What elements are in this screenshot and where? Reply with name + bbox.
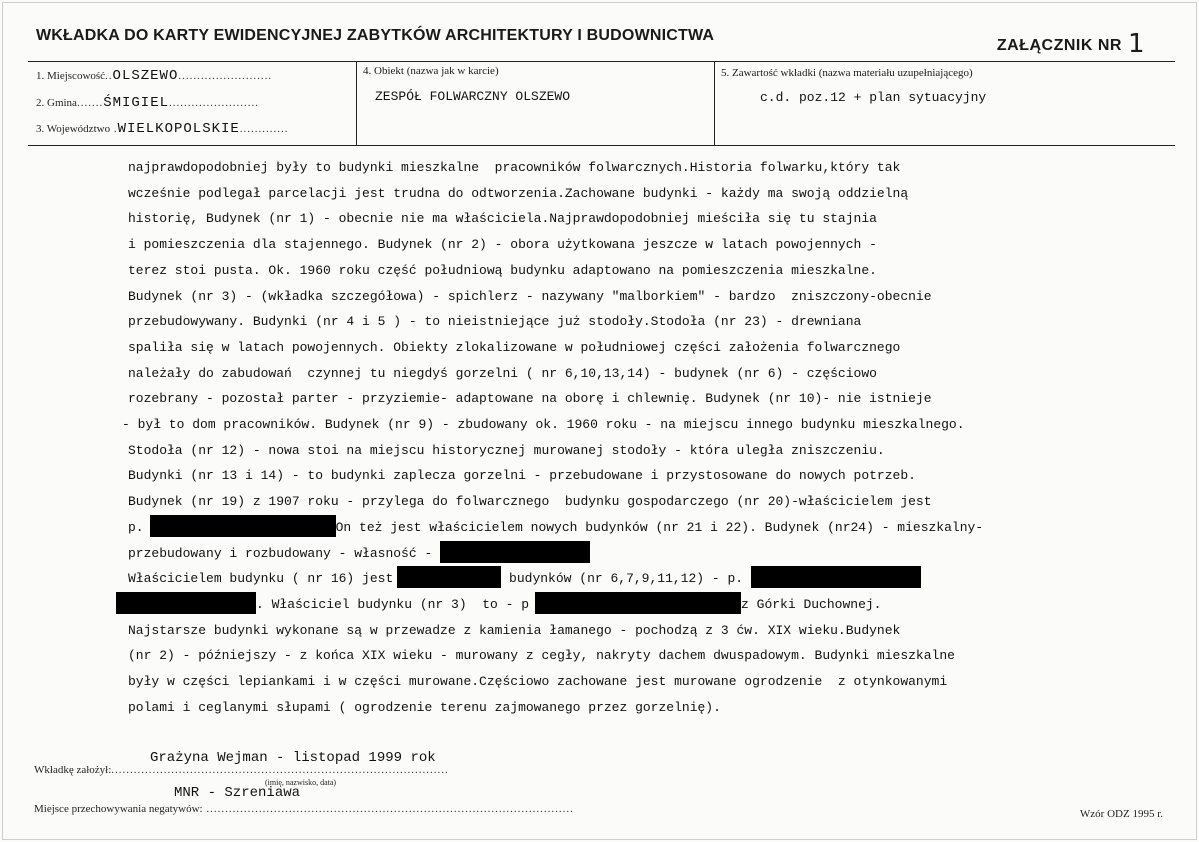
field-zawartosc-value: c.d. poz.12 + plan sytuacyjny [760, 90, 987, 105]
text-line: Stodoła (nr 12) - nowa stoi na miejscu historycznej murowanej stodoły - która uległa zniszczeniu. [128, 442, 885, 458]
author-field: Wkładkę założył:.......................................................................................... [34, 764, 449, 776]
text-line: należały do zabudowań czynnej tu niegdyś gorzelni ( nr 6,10,13,14) - budynek (nr 6) - częściowo [128, 365, 877, 381]
redaction-bar [150, 515, 336, 537]
field-gmina: 2. Gmina.......ŚMIGIEL........................ [36, 95, 260, 111]
field-gmina-value: ŚMIGIEL [103, 95, 170, 111]
author-caption: (imię, nazwisko, data) [265, 778, 337, 787]
text-fragment: p. [128, 519, 144, 535]
author-value: Grażyna Wejman - listopad 1999 rok [150, 750, 436, 766]
header-top-rule [28, 61, 1175, 62]
form-id: Wzór ODZ 1995 r. [1079, 808, 1163, 820]
text-line: - był to dom pracowników. Budynek (nr 9) - zbudowany ok. 1960 roku - na miejscu innego budynku mieszkalnego. [122, 417, 965, 433]
text-line-redacted [128, 515, 983, 541]
storage-value: MNR - Szreniawa [174, 785, 301, 801]
field-wojewodztwo-value: WIELKOPOLSKIE [117, 121, 240, 137]
redaction-bar [751, 566, 921, 588]
text-fragment: . Właściciel budynku (nr 3) to - p [256, 596, 530, 612]
header-divider-1 [356, 61, 357, 145]
text-line: najprawdopodobniej były to budynki mieszkalne pracowników folwarcznych.Historia folwarku,który tak [128, 160, 901, 175]
redaction-bar [440, 541, 590, 563]
text-line: rozebrany - pozostał parter - przyziemie- adaptowane na oborę i chlewnię. Budynek (nr 10)- nie istnieje [128, 391, 932, 407]
text-fragment: budynków (nr 6,7,9,11,12) - p. [501, 571, 744, 587]
text-fragment: Właścicielem budynku ( nr 16) jest [128, 571, 394, 587]
annex-label [997, 27, 1145, 57]
text-line-redacted [128, 566, 983, 592]
field-obiekt-label: 4. Obiekt (nazwa jak w karcie) [363, 65, 499, 77]
text-line: polami i ceglanymi słupami ( ogrodzenie terenu zajmowanego przez gorzelnię). [128, 699, 721, 715]
author-label: Wkładkę założył: [34, 764, 112, 776]
field-miejscowosc-label: 1. Miejscowość [36, 70, 106, 82]
text-line: wcześnie podlegał parcelacji jest trudna do odtworzenia.Zachowane budynki - każdy ma swoją oddzielną [128, 185, 909, 201]
text-fragment: przebudowany i rozbudowany - własność - [128, 545, 441, 561]
text-fragment: On też jest właścicielem nowych budynków (nr 21 i 22). Budynek (nr24) - mieszkalny- [335, 519, 984, 535]
redaction-bar [116, 592, 256, 614]
text-line: Budynki (nr 13 i 14) - to budynki zaplecza gorzelni - przebudowane i przystosowane do nowych potrzeb. [128, 468, 916, 484]
text-line-redacted [116, 592, 983, 618]
text-line: przebudowywany. Budynki (nr 4 i 5 ) - to nieistniejące już stodoły.Stodoła (nr 23) - drewniana [128, 314, 862, 330]
text-line: Najstarsze budynki wykonane są w przewadze z kamienia łamanego - pochodzą z 3 ćw. XIX wieku.Budynek [128, 622, 901, 638]
text-line: i pomieszczenia dla stajennego. Budynek (nr 2) - obora użytkowana jeszcze w latach powojennych - [128, 237, 877, 253]
field-obiekt-value: ZESPÓŁ FOLWARCZNY OLSZEWO [375, 89, 571, 104]
redaction-bar [397, 566, 501, 588]
field-gmina-label: 2. Gmina [36, 97, 77, 109]
text-line: terez stoi pusta. Ok. 1960 roku część południową budynku adaptowano na pomieszczenia mieszkalne. [128, 262, 877, 278]
text-line: były w części lepiankami i w części murowane.Częściowo zachowane jest murowane ogrodzenie z otynkowanymi [128, 674, 948, 690]
field-miejscowosc-value: OLSZEWO [112, 68, 179, 84]
annex-number: 1 [1127, 29, 1145, 59]
form-title: WKŁADKA DO KARTY EWIDENCYJNEJ ZABYTKÓW ARCHITEKTURY I BUDOWNICTWA [36, 27, 715, 44]
field-wojewodztwo: 3. Województwo .WIELKOPOLSKIE............. [36, 121, 289, 137]
field-zawartosc-label: 5. Zawartość wkładki (nazwa materiału uzupełniającego) [721, 67, 973, 79]
redaction-bar [535, 592, 741, 614]
text-line-redacted [128, 541, 983, 567]
header-bottom-rule [28, 145, 1175, 146]
body-text [122, 155, 984, 720]
storage-label: Miejsce przechowywania negatywów: [34, 803, 203, 815]
text-line: spaliła się w latach powojennych. Obiekty zlokalizowane w południowej części założenia folwarcznego [128, 339, 901, 355]
storage-field: Miejsce przechowywania negatywów: .................................................................................................. [34, 803, 574, 815]
header-divider-2 [714, 61, 715, 145]
field-miejscowosc: 1. Miejscowość..OLSZEWO......................... [36, 68, 273, 84]
annex-label-text: ZAŁĄCZNIK NR [996, 37, 1122, 54]
text-line: (nr 2) - późniejszy - z końca XIX wieku - murowany z cegły, nakryty dachem dwuspadowym. Budynki mieszkalne [128, 648, 955, 664]
text-fragment: z Górki Duchownej. [741, 596, 882, 612]
text-line: historię, Budynek (nr 1) - obecnie nie ma właściciela.Najprawdopodobniej mieściła się tu stajnia [128, 211, 877, 227]
field-wojewodztwo-label: 3. Województwo [36, 123, 111, 135]
text-line: Budynek (nr 3) - (wkładka szczegółowa) - spichlerz - nazywany "malborkiem" - bardzo zniszczony-obecnie [128, 288, 932, 304]
text-line: Budynek (nr 19) z 1907 roku - przylega do folwarcznego budynku gospodarczego (nr 20)-właścicielem jest [128, 494, 932, 510]
